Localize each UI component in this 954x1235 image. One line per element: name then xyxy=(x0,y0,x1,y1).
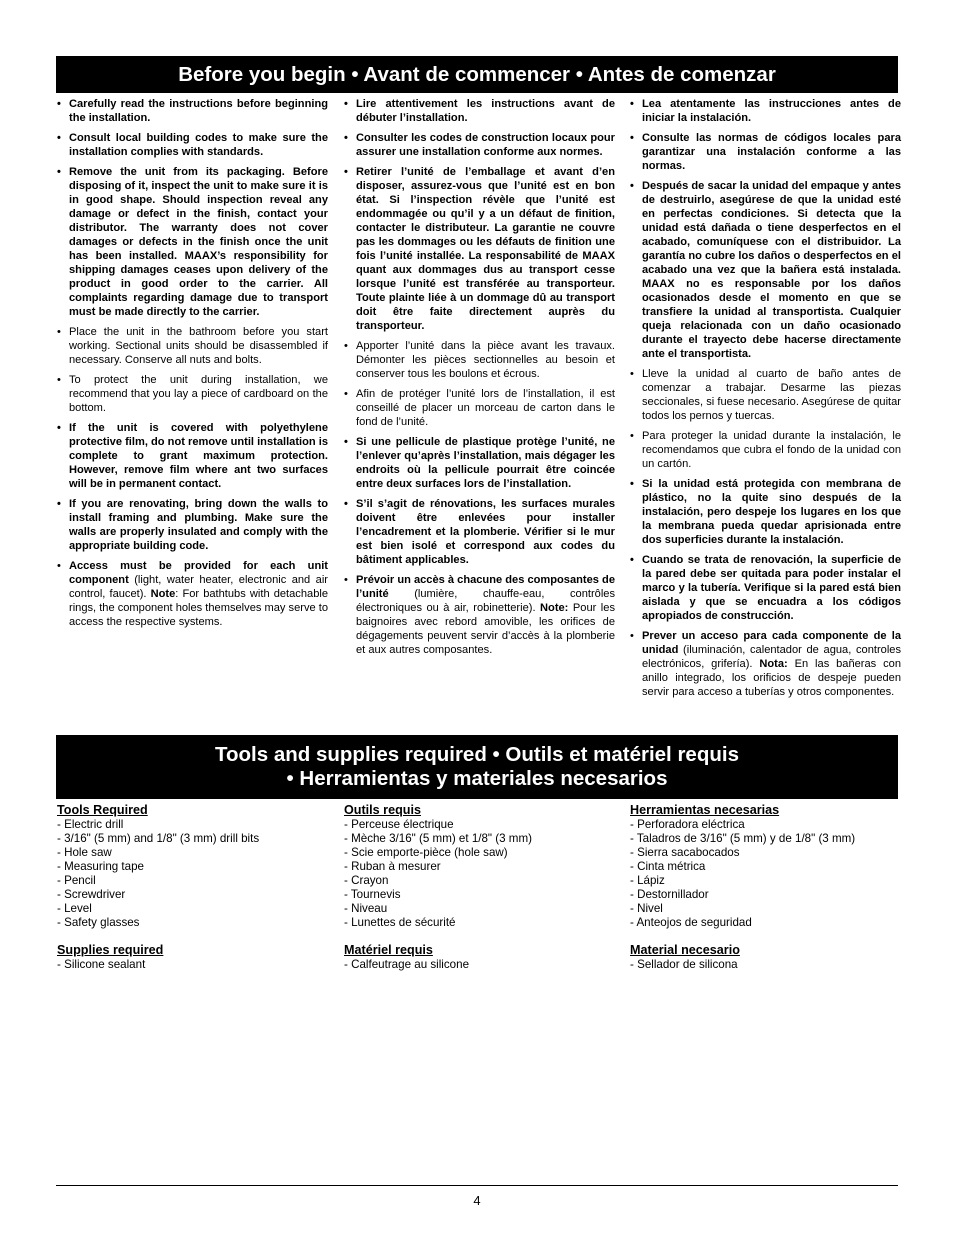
note-label: Note: xyxy=(540,602,569,614)
tool-item: - Safety glasses xyxy=(57,916,140,929)
tool-item: - Nivel xyxy=(630,902,663,915)
instruction-item: • Remove the unit from its packaging. Before disposing of it, inspect the unit to make sure it is in good shape. Should inspection reveal any damage or defect in the finish, contact your distributor. The warranty does not cover damages or defects in the finish once the unit has been installed. MAAX’s responsibility for shipping damages ceases upon delivery of the product in good order to the carrier. All complaints regarding damage due to transport must be made directly to the carrier. xyxy=(56,165,328,319)
instruction-list xyxy=(629,97,901,699)
note-text: : For bathtubs with detachable rings, the component holes themselves may serve to access the respective systems. xyxy=(69,588,329,628)
note-label: Nota: xyxy=(759,658,788,670)
instruction-item: • If you are renovating, bring down the walls to install framing and plumbing. Make sure the walls are properly insulated and comply with the appropriate building code. xyxy=(56,497,328,553)
instruction-item: • Afin de protéger l’unité lors de l’installation, il est conseillé de placer un morceau de carton dans le fond de l’unité. xyxy=(343,387,615,429)
tool-item: - Niveau xyxy=(344,902,388,915)
tools-spanish-column xyxy=(630,803,910,972)
tool-item: - Lápiz xyxy=(630,874,665,887)
instruction-lead: Prever un acceso para cada componente de la unidad xyxy=(642,630,901,656)
section-title-line-2: • Herramientas y materiales necesarios xyxy=(286,767,668,790)
supplies-heading: Matériel requis xyxy=(344,943,433,957)
before-you-begin-spanish-column xyxy=(629,97,901,705)
instruction-item: • Retirer l’unité de l’emballage et avant d’en disposer, assurez-vous que l’unité est en bon état. Si l’inspection révèle que l’unité est endommagée ou qu’il y a un défaut de finition, contacter le distributeur. La garantie ne couvre pas les dommages ou les défauts de finition une fois l’unité installée. La responsabilité de MAAX quant aux dommages dus au transport cesse lorsque l’unité est transférée au transporteur. Toute plainte liée à un dommage dû au transport doit être faite directement auprès du transporteur. xyxy=(343,165,615,333)
tools-english-column xyxy=(57,803,337,972)
instruction-lead: Access must be provided for each unit component xyxy=(69,560,328,586)
tool-item: - Screwdriver xyxy=(57,888,126,901)
instruction-item: • Lire attentivement les instructions avant de débuter l’installation. xyxy=(343,97,615,125)
supplies-heading: Material necesario xyxy=(630,943,740,957)
note-text: Pour les baignoires avec rebord amovible, les orifices de dégagements peuvent servir d’accès à la plomberie et aux autres composantes. xyxy=(356,602,615,656)
tool-item: - 3/16" (5 mm) and 1/8" (3 mm) drill bits xyxy=(57,832,260,845)
tool-item: - Lunettes de sécurité xyxy=(344,916,456,929)
tool-item: - Cinta métrica xyxy=(630,860,706,873)
instruction-item xyxy=(629,629,901,699)
instruction-item xyxy=(56,559,328,629)
tools-list xyxy=(344,818,624,930)
instruction-text: (lumière, chauffe-eau, contrôles électroniques ou à air, robinetterie). xyxy=(356,588,615,614)
instruction-item: • Carefully read the instructions before beginning the installation. xyxy=(56,97,328,125)
instruction-item: • Lea atentamente las instrucciones antes de iniciar la instalación. xyxy=(629,97,901,125)
before-you-begin-banner xyxy=(56,56,898,93)
tool-item: - Anteojos de seguridad xyxy=(630,916,752,929)
instruction-lead: Prévoir un accès à chacune des composantes de l’unité xyxy=(356,574,615,600)
instruction-text: (light, water heater, electronic and air control, faucet). xyxy=(69,574,328,600)
tool-item: - Crayon xyxy=(344,874,389,887)
tool-item: - Taladros de 3/16" (5 mm) y de 1/8" (3 mm) xyxy=(630,832,856,845)
instruction-item: • Después de sacar la unidad del empaque y antes de destruirlo, asegúrese de que la unidad esté en perfectas condiciones. Si detecta que la unidad está dañada o tiene desperfectos en el acabado, comuníquese con el distribuidor. La garantía no cubre los daños o desperfectos en el acabado una vez que la bañera está instalada. MAAX no es responsable por los daños ocasionados desde el momento en que se transfiere la unidad al transportista. Cualquier queja relacionada con un daño ocasionado durante el trayecto debe hacerse directamente ante el transportista. xyxy=(629,179,901,361)
instruction-item: • Para proteger la unidad durante la instalación, le recomendamos que cubra el fondo de la unidad con un cartón. xyxy=(629,429,901,471)
instruction-list xyxy=(343,97,615,657)
instruction-item xyxy=(343,573,615,657)
instruction-item: • Place the unit in the bathroom before you start working. Sectional units should be disassembled if necessary. Conserve all nuts and bolts. xyxy=(56,325,328,367)
tool-item: - Perforadora eléctrica xyxy=(630,818,745,831)
instruction-item: • Lleve la unidad al cuarto de baño antes de comenzar a trabajar. Desarme las piezas seccionales, si fuese necesario. Asegúrese de quitar todos los pernos y tuercas. xyxy=(629,367,901,423)
supplies-list xyxy=(630,958,910,972)
before-you-begin-english-column xyxy=(56,97,328,635)
note-text: En las bañeras con anillo integrado, los orificios de despeje pueden servir para acceso a tuberías y otros componentes. xyxy=(642,658,901,698)
tool-item: - Tournevis xyxy=(344,888,401,901)
instruction-item: • Si la unidad está protegida con membrana de plástico, no la quite sino después de la instalación, pero despeje los lugares en los que la membrana pueda quedar aprisionada entre dos superficies durante la instalación. xyxy=(629,477,901,547)
instruction-text: (iluminación, calentador de agua, controles electrónicos, grifería). xyxy=(642,644,901,670)
before-you-begin-french-column xyxy=(343,97,615,663)
section-title: Before you begin • Avant de commencer • Antes de comenzar xyxy=(178,63,776,86)
supply-item: - Silicone sealant xyxy=(57,958,146,971)
tool-item: - Mèche 3/16" (5 mm) et 1/8" (3 mm) xyxy=(344,832,532,845)
tool-item: - Measuring tape xyxy=(57,860,144,873)
tool-item: - Sierra sacabocados xyxy=(630,846,740,859)
tools-french-column xyxy=(344,803,624,972)
tools-list xyxy=(57,818,337,930)
tools-heading: Outils requis xyxy=(344,803,421,817)
instruction-item: • S’il s’agit de rénovations, les surfaces murales doivent être enlevées pour installer l’encadrement et la plomberie. Vérifier si le mur est bien isolé et correspond aux codes du bâtiment applicables. xyxy=(343,497,615,567)
supply-item: - Calfeutrage au silicone xyxy=(344,958,470,971)
tools-supplies-banner xyxy=(56,735,898,799)
instruction-item: • Consult local building codes to make sure the installation complies with standards. xyxy=(56,131,328,159)
tool-item: - Hole saw xyxy=(57,846,112,859)
supplies-list xyxy=(57,958,337,972)
instruction-item: • If the unit is covered with polyethylene protective film, do not remove until installation is complete to grant maximum protection. However, remove film where ant two surfaces will be in permanent contact. xyxy=(56,421,328,491)
supplies-list xyxy=(344,958,624,972)
instruction-item: • Apporter l’unité dans la pièce avant les travaux. Démonter les pièces sectionnelles au besoin et conserver tous les boulons et écrous. xyxy=(343,339,615,381)
tool-item: - Electric drill xyxy=(57,818,124,831)
tool-item: - Perceuse électrique xyxy=(344,818,454,831)
instruction-list xyxy=(56,97,328,629)
tool-item: - Ruban à mesurer xyxy=(344,860,441,873)
tools-heading: Tools Required xyxy=(57,803,148,817)
supplies-heading: Supplies required xyxy=(57,943,164,957)
supply-item: - Sellador de silicona xyxy=(630,958,738,971)
instruction-item: • Cuando se trata de renovación, la superficie de la pared debe ser quitada para poder instalar el marco y la tubería. Verifique si la pared está bien aislada y que se encuadra a los códigos apropiados de construcción. xyxy=(629,553,901,623)
section-title-line-1: Tools and supplies required • Outils et matériel requis xyxy=(215,743,739,766)
instruction-item: • Si une pellicule de plastique protège l’unité, ne l’enlever qu’après l’installation, mais dégager les endroits où la pellicule pourrait être coincée entre deux surfaces lors de l’installation. xyxy=(343,435,615,491)
footer-divider xyxy=(56,1185,898,1186)
tool-item: - Scie emporte-pièce (hole saw) xyxy=(344,846,508,859)
tool-item: - Destornillador xyxy=(630,888,709,901)
instruction-item: • To protect the unit during installation, we recommend that you lay a piece of cardboard on the bottom. xyxy=(56,373,328,415)
note-label: Note xyxy=(150,588,176,600)
instruction-item: • Consulte las normas de códigos locales para garantizar una instalación conforme a las normas. xyxy=(629,131,901,173)
tools-list xyxy=(630,818,910,930)
tool-item: - Level xyxy=(57,902,92,915)
page-number: 4 xyxy=(473,1193,481,1208)
tools-heading: Herramientas necesarias xyxy=(630,803,780,817)
tool-item: - Pencil xyxy=(57,874,96,887)
instruction-item: • Consulter les codes de construction locaux pour assurer une installation conforme aux normes. xyxy=(343,131,615,159)
